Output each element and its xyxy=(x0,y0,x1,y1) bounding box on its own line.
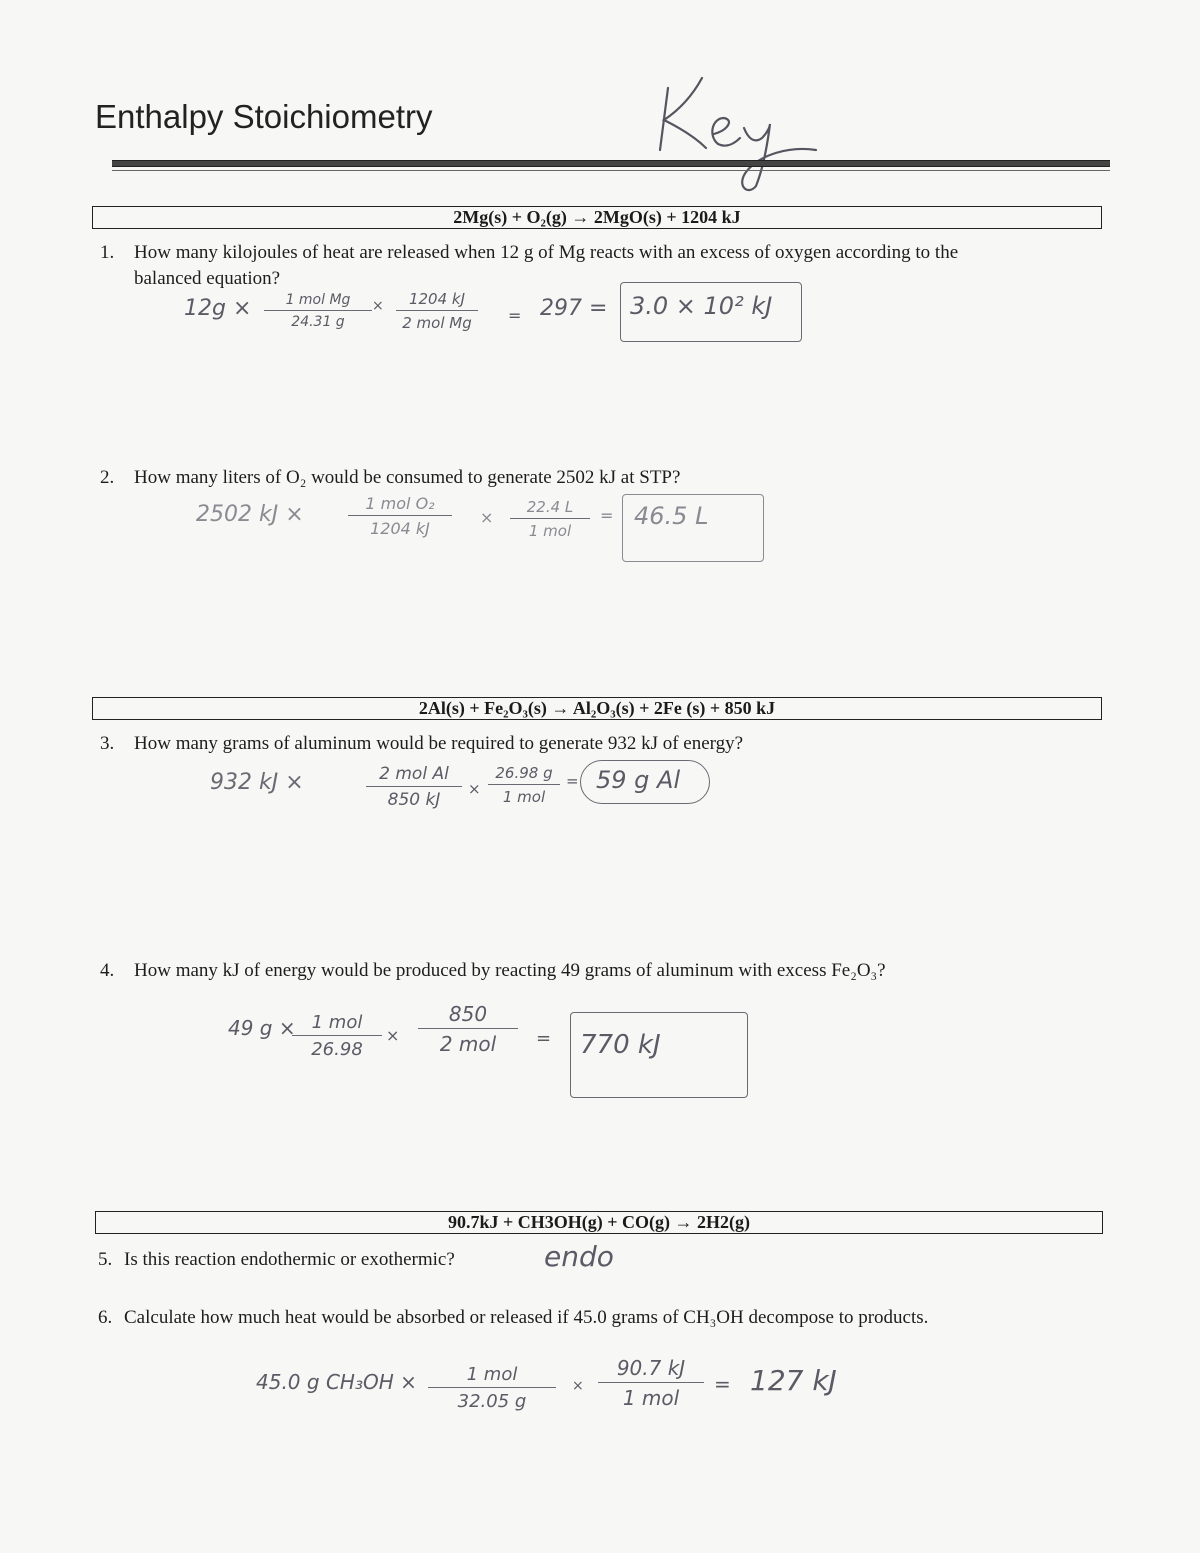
question-3-number: 3. xyxy=(100,733,115,754)
question-3-text: How many grams of aluminum would be required to generate 932 kJ of energy? xyxy=(134,733,744,754)
page-title: Enthalpy Stoichiometry xyxy=(95,98,433,135)
work-3-f2-bot: 1 mol xyxy=(502,788,546,806)
work-2-start: 2502 kJ × xyxy=(196,502,304,527)
work-1-raw-result: 297 = xyxy=(540,296,608,321)
answer-2: 46.5 L xyxy=(634,502,709,530)
answer-4: 770 kJ xyxy=(580,1030,661,1060)
work-4-times: × xyxy=(386,1026,400,1045)
work-4-equals: = xyxy=(536,1028,552,1049)
work-2-f2-bot: 1 mol xyxy=(528,522,572,540)
work-4-fraction-2 xyxy=(418,1002,518,1056)
work-3-equals: = xyxy=(566,772,579,790)
work-1-equals: = xyxy=(508,306,522,325)
work-3-times: × xyxy=(468,780,481,798)
work-4-f2-bot: 2 mol xyxy=(439,1032,497,1056)
work-6-times: × xyxy=(572,1378,584,1394)
equation-box-2: 2Al(s) + Fe₂O₃(s) → Al₂O₃(s) + 2Fe (s) + 850 kJ xyxy=(92,697,1102,720)
question-5-text: Is this reaction endothermic or exothermic? xyxy=(124,1249,455,1270)
equation-box-1: 2Mg(s) + O₂(g) → 2MgO(s) + 1204 kJ xyxy=(92,206,1102,229)
work-1-start: 12g × xyxy=(184,296,252,321)
work-4-f1-bot: 26.98 xyxy=(311,1039,363,1060)
work-1-f2-top: 1204 kJ xyxy=(396,290,478,311)
question-6-text: Calculate how much heat would be absorbed or released if 45.0 grams of CH₃OH decompose to products. xyxy=(124,1307,929,1328)
work-6-f2-top: 90.7 kJ xyxy=(598,1356,704,1383)
work-3-f1-bot: 850 kJ xyxy=(387,790,441,810)
work-4-start: 49 g × xyxy=(228,1016,296,1040)
work-3-f1-top: 2 mol Al xyxy=(366,764,462,787)
work-2-f2-top: 22.4 L xyxy=(510,498,590,519)
question-4-number: 4. xyxy=(100,960,115,981)
work-6-f2-bot: 1 mol xyxy=(622,1386,680,1410)
question-3 xyxy=(100,731,1100,757)
work-1-fraction-2 xyxy=(396,290,478,332)
answer-1: 3.0 × 10² kJ xyxy=(630,292,773,320)
work-6-equals: = xyxy=(714,1372,731,1396)
work-6-fraction-1 xyxy=(428,1364,556,1412)
work-1-f1-bot: 24.31 g xyxy=(291,314,345,330)
work-2-f1-top: 1 mol O₂ xyxy=(348,494,452,516)
question-4-text: How many kJ of energy would be produced by reacting 49 grams of aluminum with excess Fe₂O₃? xyxy=(134,960,886,981)
work-2-equals: = xyxy=(600,506,614,525)
work-6-start: 45.0 g CH₃OH × xyxy=(256,1370,417,1394)
work-2-f1-bot: 1204 kJ xyxy=(370,519,430,538)
question-4 xyxy=(100,958,1100,984)
question-6-number: 6. xyxy=(98,1307,113,1328)
work-1-f1-top: 1 mol Mg xyxy=(264,292,372,311)
work-6-fraction-2 xyxy=(598,1356,704,1410)
work-3-fraction-1 xyxy=(366,764,462,810)
equation-box-3: 90.7kJ + CH3OH(g) + CO(g) → 2H2(g) xyxy=(95,1211,1103,1234)
work-4-f2-top: 850 xyxy=(418,1002,518,1029)
question-2-number: 2. xyxy=(100,467,115,488)
question-6 xyxy=(98,1305,1098,1331)
work-6-f1-bot: 32.05 g xyxy=(457,1391,527,1412)
work-3-fraction-2 xyxy=(488,764,560,806)
work-1-f2-bot: 2 mol Mg xyxy=(402,314,472,332)
work-1-fraction-1 xyxy=(264,292,372,330)
question-1 xyxy=(100,240,1100,292)
work-3-start: 932 kJ × xyxy=(210,770,304,795)
work-1-times: × xyxy=(372,298,384,314)
question-5-number: 5. xyxy=(98,1249,113,1270)
work-2-fraction-2 xyxy=(510,498,590,540)
question-1-text-line2: balanced equation? xyxy=(134,268,281,289)
work-4-fraction-1 xyxy=(292,1012,382,1060)
answer-3: 59 g Al xyxy=(596,766,681,794)
question-1-number: 1. xyxy=(100,242,115,263)
work-2-times: × xyxy=(480,508,494,527)
work-6-f1-top: 1 mol xyxy=(428,1364,556,1388)
answer-5: endo xyxy=(544,1240,614,1273)
header-rule-thin xyxy=(112,170,1110,171)
work-4-f1-top: 1 mol xyxy=(292,1012,382,1036)
question-2 xyxy=(100,465,1100,491)
header-rule xyxy=(112,160,1110,167)
question-1-text-line1: How many kilojoules of heat are released when 12 g of Mg reacts with an excess of oxygen according to the xyxy=(134,242,959,263)
work-2-fraction-1 xyxy=(348,494,452,538)
answer-6: 127 kJ xyxy=(750,1364,837,1397)
work-3-f2-top: 26.98 g xyxy=(488,764,560,785)
question-2-text: How many liters of O₂ would be consumed to generate 2502 kJ at STP? xyxy=(134,467,681,488)
